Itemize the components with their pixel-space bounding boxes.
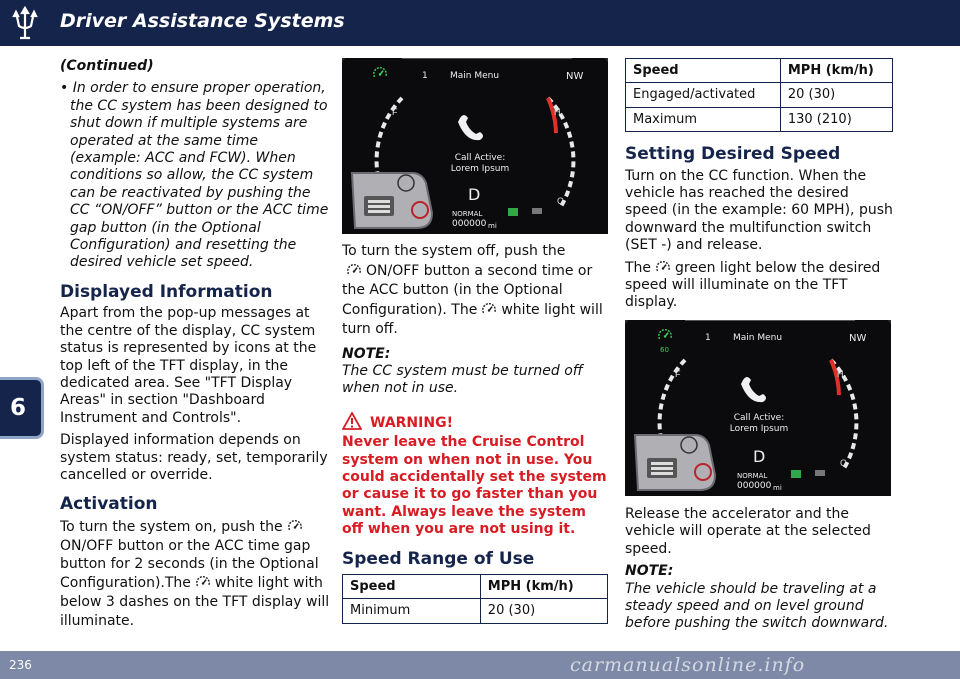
warning-text: Never leave the Cruise Control system on when not in use. You could accidentally set the system or cause it to go faster than you want. Always leave the system off when you are not using it. — [342, 434, 607, 538]
compass-label: NW — [849, 332, 867, 344]
table-header-row — [343, 574, 608, 598]
text-span: ON/OFF button or the ACC time gap button for 2 seconds (in the Optional Configuration).The — [60, 537, 319, 592]
menu-label: Main Menu — [450, 71, 500, 81]
text-span: white light will turn off. — [342, 301, 603, 337]
table-header-cell: MPH (km/h) — [480, 574, 607, 598]
cruise-control-icon — [195, 575, 211, 589]
paragraph: Release the accelerator and the vehicle will operate at the selected speed. — [625, 505, 871, 557]
speed-table-continued — [625, 58, 893, 132]
table-cell: 130 (210) — [780, 107, 892, 131]
compass-label: NW — [566, 71, 584, 82]
note-text: The vehicle should be traveling at a steady speed and on level ground before pushing the switch downward. — [625, 580, 889, 632]
odometer-unit: mi — [488, 222, 497, 230]
green-light-paragraph — [625, 260, 893, 312]
page-number: 236 — [9, 658, 32, 672]
table-header-cell: MPH (km/h) — [780, 59, 892, 83]
note-label: NOTE: — [342, 345, 391, 362]
chapter-number: 6 — [10, 395, 27, 421]
text-span: ON/OFF button a second time or the ACC button (in the Optional Configuration). The — [342, 262, 593, 318]
warning-heading — [342, 412, 608, 432]
text-span: green light below the desired speed will illuminate on the TFT display. — [625, 259, 881, 311]
cruise-control-icon — [481, 302, 497, 316]
text-span: To turn the system off, push the — [342, 243, 566, 259]
gear-indicator: D — [753, 446, 766, 466]
table-cell: 20 (30) — [780, 83, 892, 107]
paragraph: Apart from the pop-up messages at the centre of the display, CC system status is represented by icons at the top left of the TFT display, in the dedicated area. See "TFT Display Areas" in section "Dashboard Instrument and Controls". — [60, 305, 317, 426]
bullet-text: In order to ensure proper operation, the CC system has been designed to shut down if multiple systems are operated at the same time (example: ACC and FCW). When conditions so allow, the CC system can be reactivated by pushing the CC “ON/OFF” button or the ACC time gap button (in the Optional Configuration) and resetting the desired vehicle set speed. — [70, 80, 329, 271]
menu-number: 1 — [705, 332, 711, 343]
drive-mode: NORMAL — [737, 471, 768, 480]
menu-label: Main Menu — [733, 332, 783, 343]
cruise-control-icon — [287, 519, 303, 533]
odometer-unit: mi — [773, 483, 782, 492]
table-cell: Engaged/activated — [626, 83, 781, 107]
call-line-1: Call Active: — [733, 412, 785, 423]
gear-indicator: D — [468, 185, 481, 204]
speed-table-minimum — [342, 574, 608, 624]
table-cell: Maximum — [626, 107, 781, 131]
call-line-1: Call Active: — [454, 153, 506, 163]
odometer: 000000 — [452, 219, 487, 229]
paragraph: Displayed information depends on system status: ready, set, temporarily cancelled or override. — [60, 432, 328, 483]
table-row — [343, 599, 608, 623]
heading-setting-speed: Setting Desired Speed — [625, 144, 841, 165]
text-span: To turn the system on, push the — [60, 518, 283, 535]
warning-triangle-icon — [342, 412, 362, 430]
warning-label: WARNING! — [370, 414, 453, 431]
call-line-2: Lorem Ipsum — [450, 164, 510, 174]
cruise-control-icon — [372, 66, 388, 80]
table-row — [626, 107, 893, 131]
cluster-display-image — [342, 58, 608, 234]
cruise-control-icon — [346, 263, 362, 277]
note-label: NOTE: — [625, 563, 674, 580]
drive-mode: NORMAL — [452, 210, 483, 218]
activation-paragraph — [60, 518, 332, 631]
heading-activation: Activation — [60, 494, 158, 515]
continued-label: (Continued) — [60, 58, 154, 74]
table-row — [626, 83, 893, 107]
text-span: The — [625, 259, 652, 276]
cruise-control-icon — [655, 260, 671, 274]
column-3 — [625, 58, 893, 638]
note-text: The CC system must be turned off when not in use. — [342, 362, 583, 397]
chapter-tab — [0, 377, 44, 439]
odometer: 000000 — [737, 480, 772, 491]
off-paragraph — [342, 242, 608, 340]
trident-logo-icon — [8, 4, 42, 42]
cluster-display-image-set — [625, 320, 891, 496]
table-header-row — [626, 59, 893, 83]
page-title: Driver Assistance Systems — [60, 10, 345, 32]
table-cell: Minimum — [343, 599, 481, 623]
paragraph: Turn on the CC function. When the vehicle has reached the desired speed (in the example: 60 MPH), push downward the multifunction switch (SET -) and release. — [625, 167, 893, 254]
heading-speed-range: Speed Range of Use — [342, 548, 535, 569]
menu-number: 1 — [422, 71, 428, 81]
table-header-cell: Speed — [343, 574, 481, 598]
set-speed-value: 60 — [660, 345, 669, 354]
call-line-2: Lorem Ipsum — [729, 423, 789, 434]
table-cell: 20 (30) — [480, 599, 607, 623]
page-footer — [0, 651, 960, 679]
text-span: white light with below 3 dashes on the TFT display will illuminate. — [60, 575, 330, 629]
table-header-cell: Speed — [626, 59, 781, 83]
heading-displayed-information: Displayed Information — [60, 281, 273, 302]
watermark-text: carmanualsonline.info — [570, 654, 806, 676]
column-2 — [342, 58, 608, 624]
column-1 — [60, 58, 332, 636]
cruise-control-icon — [657, 328, 673, 342]
page-header — [0, 0, 960, 46]
bullet-item: • In order to ensure proper operation, the CC system has been designed to shut down if multiple systems are operated at the same time (example: ACC and FCW). When conditions so allow, the CC system can be reactivated by pushing the CC “ON/OFF” button or the ACC time gap button (in the Optional Configuration) and resetting the desired vehicle set speed. — [60, 80, 329, 271]
